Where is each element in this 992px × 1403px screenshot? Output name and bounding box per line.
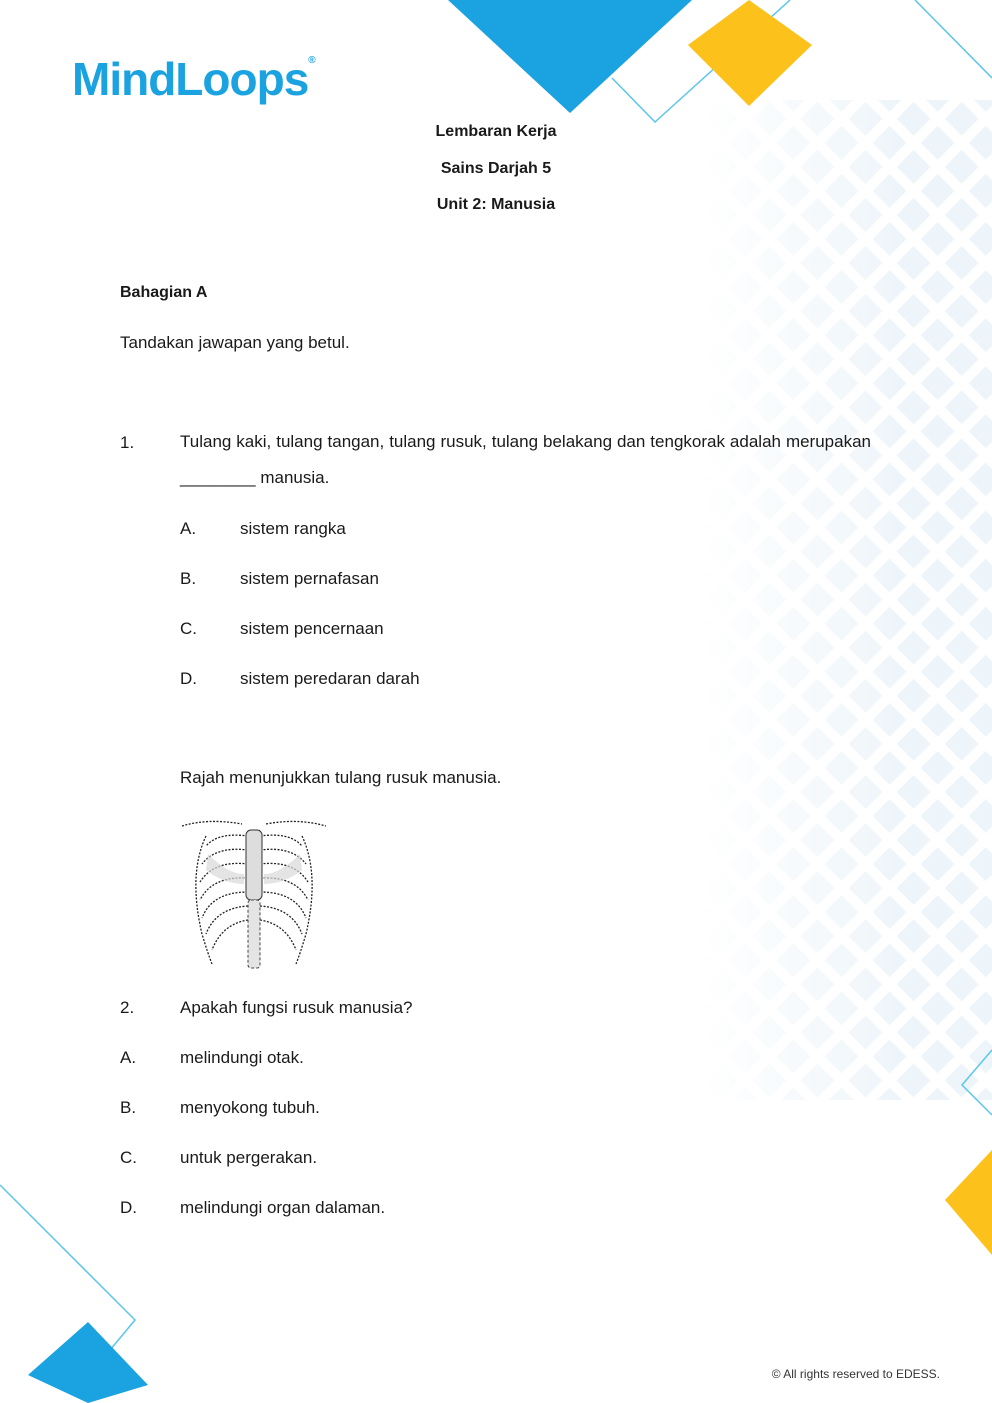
- question-number: 2.: [120, 998, 135, 1017]
- figure-caption: Rajah menunjukkan tulang rusuk manusia.: [180, 768, 502, 787]
- blue-triangle-shape: [448, 0, 692, 113]
- rib-cage-illustration: [178, 814, 330, 970]
- option-text[interactable]: sistem pencernaan: [240, 619, 384, 638]
- question-text: Apakah fungsi rusuk manusia?: [180, 998, 413, 1017]
- question-text: Tulang kaki, tulang tangan, tulang rusuk, tulang belakang dan tengkorak adalah merupakan ________ manusia.: [180, 432, 871, 487]
- section-title: Bahagian A: [120, 284, 208, 301]
- option-letter: D.: [120, 1198, 137, 1217]
- option-letter: B.: [180, 569, 197, 588]
- option-letter: C.: [180, 619, 197, 638]
- registered-mark: ®: [308, 55, 315, 66]
- option-text[interactable]: sistem pernafasan: [240, 569, 379, 588]
- option-text[interactable]: menyokong tubuh.: [180, 1098, 320, 1117]
- option-text[interactable]: untuk pergerakan.: [180, 1148, 318, 1167]
- worksheet-title: Lembaran Kerja: [435, 123, 557, 140]
- brand-logo: [72, 53, 315, 105]
- option-text[interactable]: sistem rangka: [240, 519, 346, 538]
- question-number: 1.: [120, 433, 135, 452]
- worksheet-subject: Sains Darjah 5: [440, 160, 552, 177]
- option-text[interactable]: melindungi otak.: [180, 1048, 304, 1067]
- option-letter: D.: [180, 669, 197, 688]
- option-letter: A.: [180, 519, 197, 538]
- worksheet-unit: Unit 2: Manusia: [436, 196, 556, 213]
- option-text[interactable]: melindungi organ dalaman.: [180, 1198, 386, 1217]
- yellow-corner-shape: [945, 1150, 992, 1255]
- option-letter: C.: [120, 1148, 137, 1167]
- option-text[interactable]: sistem peredaran darah: [240, 669, 420, 688]
- copyright-notice: © All rights reserved to EDESS.: [771, 1367, 940, 1381]
- option-letter: A.: [120, 1048, 137, 1067]
- blue-diamond-shape: [28, 1322, 148, 1403]
- brand-name: MindLoops: [72, 53, 309, 105]
- option-letter: B.: [120, 1098, 137, 1117]
- section-instruction: Tandakan jawapan yang betul.: [120, 333, 350, 352]
- yellow-diamond-shape: [688, 0, 812, 106]
